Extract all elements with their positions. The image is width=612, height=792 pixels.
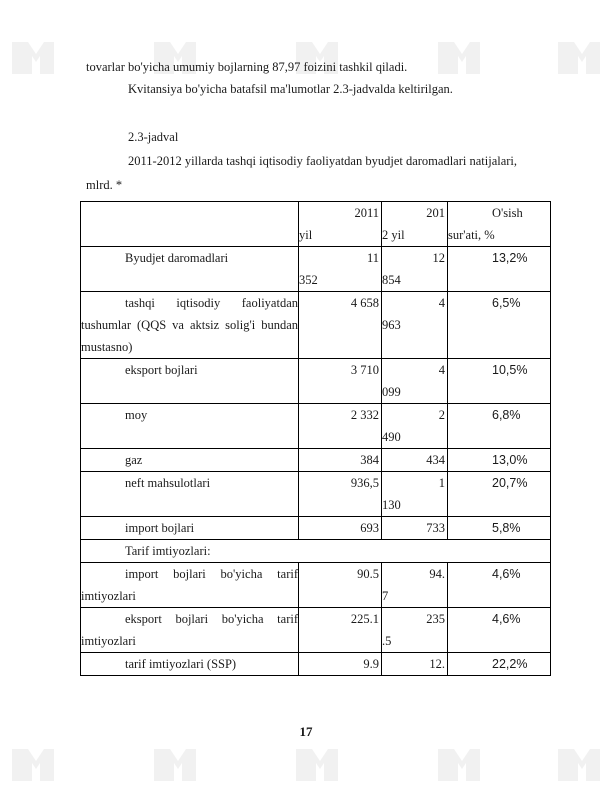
growth-rate: 20,7% xyxy=(448,472,551,517)
row-label: moy xyxy=(81,404,299,449)
header-cell-growth: O'sish sur'ati, % xyxy=(448,202,551,247)
row-label: eksport bojlari xyxy=(81,359,299,404)
row-label: neft mahsulotlari xyxy=(81,472,299,517)
watermark-icon xyxy=(8,745,58,785)
value-2012: 2 490 xyxy=(382,404,448,449)
section-label: Tarif imtiyozlari: xyxy=(81,540,551,563)
value-2011: 9.9 xyxy=(299,653,382,676)
table-row xyxy=(81,359,551,404)
growth-rate: 4,6% xyxy=(448,563,551,608)
table-row xyxy=(81,247,551,292)
row-label: gaz xyxy=(81,449,299,472)
table-header-row xyxy=(81,202,551,247)
growth-rate: 13,0% xyxy=(448,449,551,472)
row-label: eksport bojlari bo'yicha tarif imtiyozlari xyxy=(81,608,299,653)
value-2011: 936,5 xyxy=(299,472,382,517)
value-2011: 225.1 xyxy=(299,608,382,653)
table-row xyxy=(81,292,551,359)
value-2011: 3 710 xyxy=(299,359,382,404)
row-label: import bojlari bo'yicha tarif imtiyozlari xyxy=(81,563,299,608)
header-cell-2012: 201 2 yil xyxy=(382,202,448,247)
value-2011: 2 332 xyxy=(299,404,382,449)
intro-text: tovarlar bo'yicha umumiy bojlarning 87,97 foizini tashkil qiladi. xyxy=(86,60,408,74)
value-2012: 434 xyxy=(382,449,448,472)
value-2012: 4 099 xyxy=(382,359,448,404)
table-row xyxy=(81,608,551,653)
growth-rate: 4,6% xyxy=(448,608,551,653)
value-2011: 11 352 xyxy=(299,247,382,292)
watermark-icon xyxy=(434,745,484,785)
value-2011: 4 658 xyxy=(299,292,382,359)
row-label: tashqi iqtisodiy faoliyatdan tushumlar (QQS va aktsiz solig'i bundan mustasno) xyxy=(81,292,299,359)
header-cell-empty xyxy=(81,202,299,247)
table-row xyxy=(81,404,551,449)
intro-text: Kvitansiya bo'yicha batafsil ma'lumotlar 2.3-jadvalda keltirilgan. xyxy=(128,82,453,96)
watermark-icon xyxy=(554,745,604,785)
table-row xyxy=(81,653,551,676)
row-label: Byudjet daromadlari xyxy=(81,247,299,292)
value-2012: 235 .5 xyxy=(382,608,448,653)
table-caption: 2011-2012 yillarda tashqi iqtisodiy faoliyatdan byudjet daromadlari natijalari, xyxy=(128,154,518,168)
watermark-icon xyxy=(434,38,484,78)
row-label: tarif imtiyozlari (SSP) xyxy=(81,653,299,676)
budget-revenue-table xyxy=(80,201,551,676)
value-2012: 4 963 xyxy=(382,292,448,359)
value-2012: 1 130 xyxy=(382,472,448,517)
growth-rate: 22,2% xyxy=(448,653,551,676)
value-2012: 94. 7 xyxy=(382,563,448,608)
table-row xyxy=(81,449,551,472)
growth-rate: 6,5% xyxy=(448,292,551,359)
value-2011: 693 xyxy=(299,517,382,540)
value-2011: 90.5 xyxy=(299,563,382,608)
watermark-icon xyxy=(554,38,604,78)
table-label: 2.3-jadval xyxy=(128,130,179,144)
table-row xyxy=(81,540,551,563)
header-cell-2011: 2011 yil xyxy=(299,202,382,247)
growth-rate: 6,8% xyxy=(448,404,551,449)
value-2011: 384 xyxy=(299,449,382,472)
row-label: import bojlari xyxy=(81,517,299,540)
value-2012: 12. xyxy=(382,653,448,676)
watermark-icon xyxy=(8,38,58,78)
growth-rate: 5,8% xyxy=(448,517,551,540)
watermark-icon xyxy=(292,745,342,785)
page-number: 17 xyxy=(299,724,313,739)
table-row xyxy=(81,563,551,608)
growth-rate: 10,5% xyxy=(448,359,551,404)
growth-rate: 13,2% xyxy=(448,247,551,292)
value-2012: 12 854 xyxy=(382,247,448,292)
table-caption-unit: mlrd. * xyxy=(86,178,123,192)
watermark-icon xyxy=(150,745,200,785)
table-row xyxy=(81,472,551,517)
table-row xyxy=(81,517,551,540)
value-2012: 733 xyxy=(382,517,448,540)
